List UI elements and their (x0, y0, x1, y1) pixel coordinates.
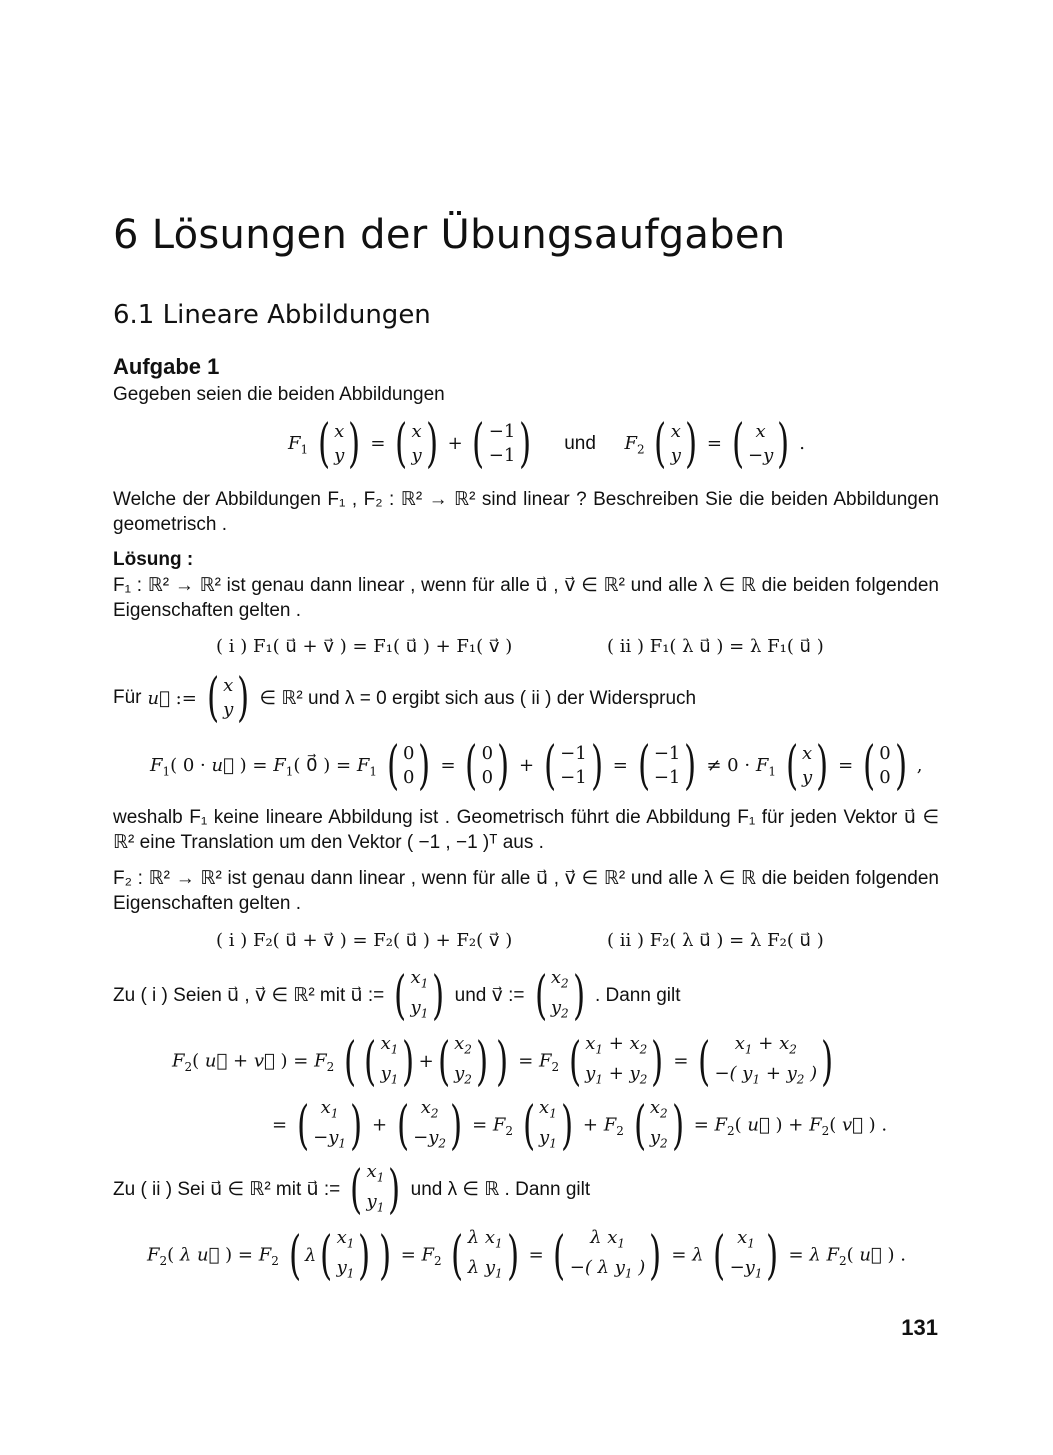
f2-property-i: ( i ) F₂( u⃗ + v⃗ ) = F₂( u⃗ ) + F₂( v⃗ ) (216, 930, 513, 951)
f1-condition-text: F₁ : ℝ² → ℝ² ist genau dann linear , wenn für alle u⃗ , v⃗ ∈ ℝ² und alle λ ∈ ℝ die beiden folgenden Eigenschaften gelten . (113, 575, 939, 621)
f1-property-i: ( i ) F₁( u⃗ + v⃗ ) = F₁( u⃗ ) + F₁( v⃗ ) (216, 636, 513, 657)
zu-i-line: Zu ( i ) Seien u⃗ , v⃗ ∈ ℝ² mit u⃗ := ( $x_1$ $y_1$ ) und v⃗ := ( $x_2$ $y_2$ ) . Dann gilt (113, 965, 681, 1026)
fuer-label-a: Für (113, 687, 142, 708)
weshalb-text: weshalb F₁ keine lineare Abbildung ist . Geometrisch führt die Abbildung F₁ für jeden Vektor u⃗ ∈ ℝ² eine Translation um den Vektor ( −1 , −1 )ᵀ aus . (113, 807, 939, 853)
equation-f2-sum-2: = ( $x_1$ $-y_1$ ) + ( $x_2$ $-y_2$ ) = $F_2$ ( $x_1$ $y_1$ ) + $F_2$ ( $x_2$ $y_2$ ) = $F_2$( u⃗ ) + $F_2$( v⃗ ) . (272, 1095, 888, 1156)
und-label: und (564, 433, 596, 454)
zu-i-label-b: und v⃗ := (454, 985, 525, 1007)
zu-ii-label-a: Zu ( ii ) Sei u⃗ ∈ ℝ² mit u⃗ := (113, 1179, 341, 1201)
loesung-label: Lösung : (113, 549, 194, 570)
equation-f2-scalar: $F_2$( λ u⃗ ) = $F_2$ ( λ ( $x_1$ $y_1$ ) ) = $F_2$ ( λ $x_1$ λ $y_1$ ) = ( λ $x_1$ −( λ $y_1$ ) ) = λ ( $x_1$ $-y_1$ ) = λ $F_2$( u⃗ ) . (147, 1225, 906, 1286)
equation-contradiction: $F_1$( 0 · u⃗ ) = $F_1$( 0⃗ ) = $F_1$ ( 0 0 ) = ( 0 0 ) + ( −1 −1 ) = ( −1 −1 ) ≠ $0 \cdot F_1$ ( x y ) = ( 0 0 ) , (150, 736, 923, 796)
zu-ii-line: Zu ( ii ) Sei u⃗ ∈ ℝ² mit u⃗ := ( $x_1$ $y_1$ ) und λ ∈ ℝ . Dann gilt (113, 1159, 591, 1220)
fuer-label-b: ∈ ℝ² und λ = 0 ergibt sich aus ( ii ) der Widerspruch (259, 687, 697, 709)
f2-condition-text: F₂ : ℝ² → ℝ² ist genau dann linear , wenn für alle u⃗ , v⃗ ∈ ℝ² und alle λ ∈ ℝ die beiden folgenden Eigenschaften gelten . (113, 868, 939, 914)
equation-f2-sum-1: $F_2$( u⃗ + v⃗ ) = $F_2$ ( ( $x_1$ $y_1$ ) + ( $x_2$ $y_2$ ) ) = $F_2$ ( $x_1 + x_2$ $y_1 + y_2$ ) = ( $x_1 + x_2$ −( $y_1 + y_2$ ) ) (172, 1031, 834, 1092)
f1-property-ii: ( ii ) F₁( λ u⃗ ) = λ F₁( u⃗ ) (607, 636, 824, 657)
zu-ii-label-b: und λ ∈ ℝ . Dann gilt (410, 1179, 591, 1201)
chapter-title: 6 Lösungen der Übungsaufgaben (113, 212, 786, 258)
intro-text: Gegeben seien die beiden Abbildungen (113, 384, 445, 405)
zu-i-label-a: Zu ( i ) Seien u⃗ , v⃗ ∈ ℝ² mit u⃗ := (113, 985, 385, 1007)
f2-property-ii: ( ii ) F₂( λ u⃗ ) = λ F₂( u⃗ ) (607, 930, 824, 951)
task-title: Aufgabe 1 (113, 354, 220, 379)
section-title: 6.1 Lineare Abbildungen (113, 300, 431, 330)
question-text: Welche der Abbildungen F₁ , F₂ : ℝ² → ℝ² sind linear ? Beschreiben Sie die beiden Abbildungen geometrisch . (113, 489, 939, 535)
zu-i-label-c: . Dann gilt (594, 984, 681, 1006)
fuer-line: Für u⃗ := ( x y ) ∈ ℝ² und λ = 0 ergibt sich aus ( ii ) der Widerspruch (113, 668, 697, 728)
equation-definitions: $F_1$ ( x y ) = ( x y ) + ( −1 −1 ) und $F_2$ ( x y ) = ( x −y ) . (288, 414, 806, 474)
page-number: 131 (901, 1315, 938, 1340)
